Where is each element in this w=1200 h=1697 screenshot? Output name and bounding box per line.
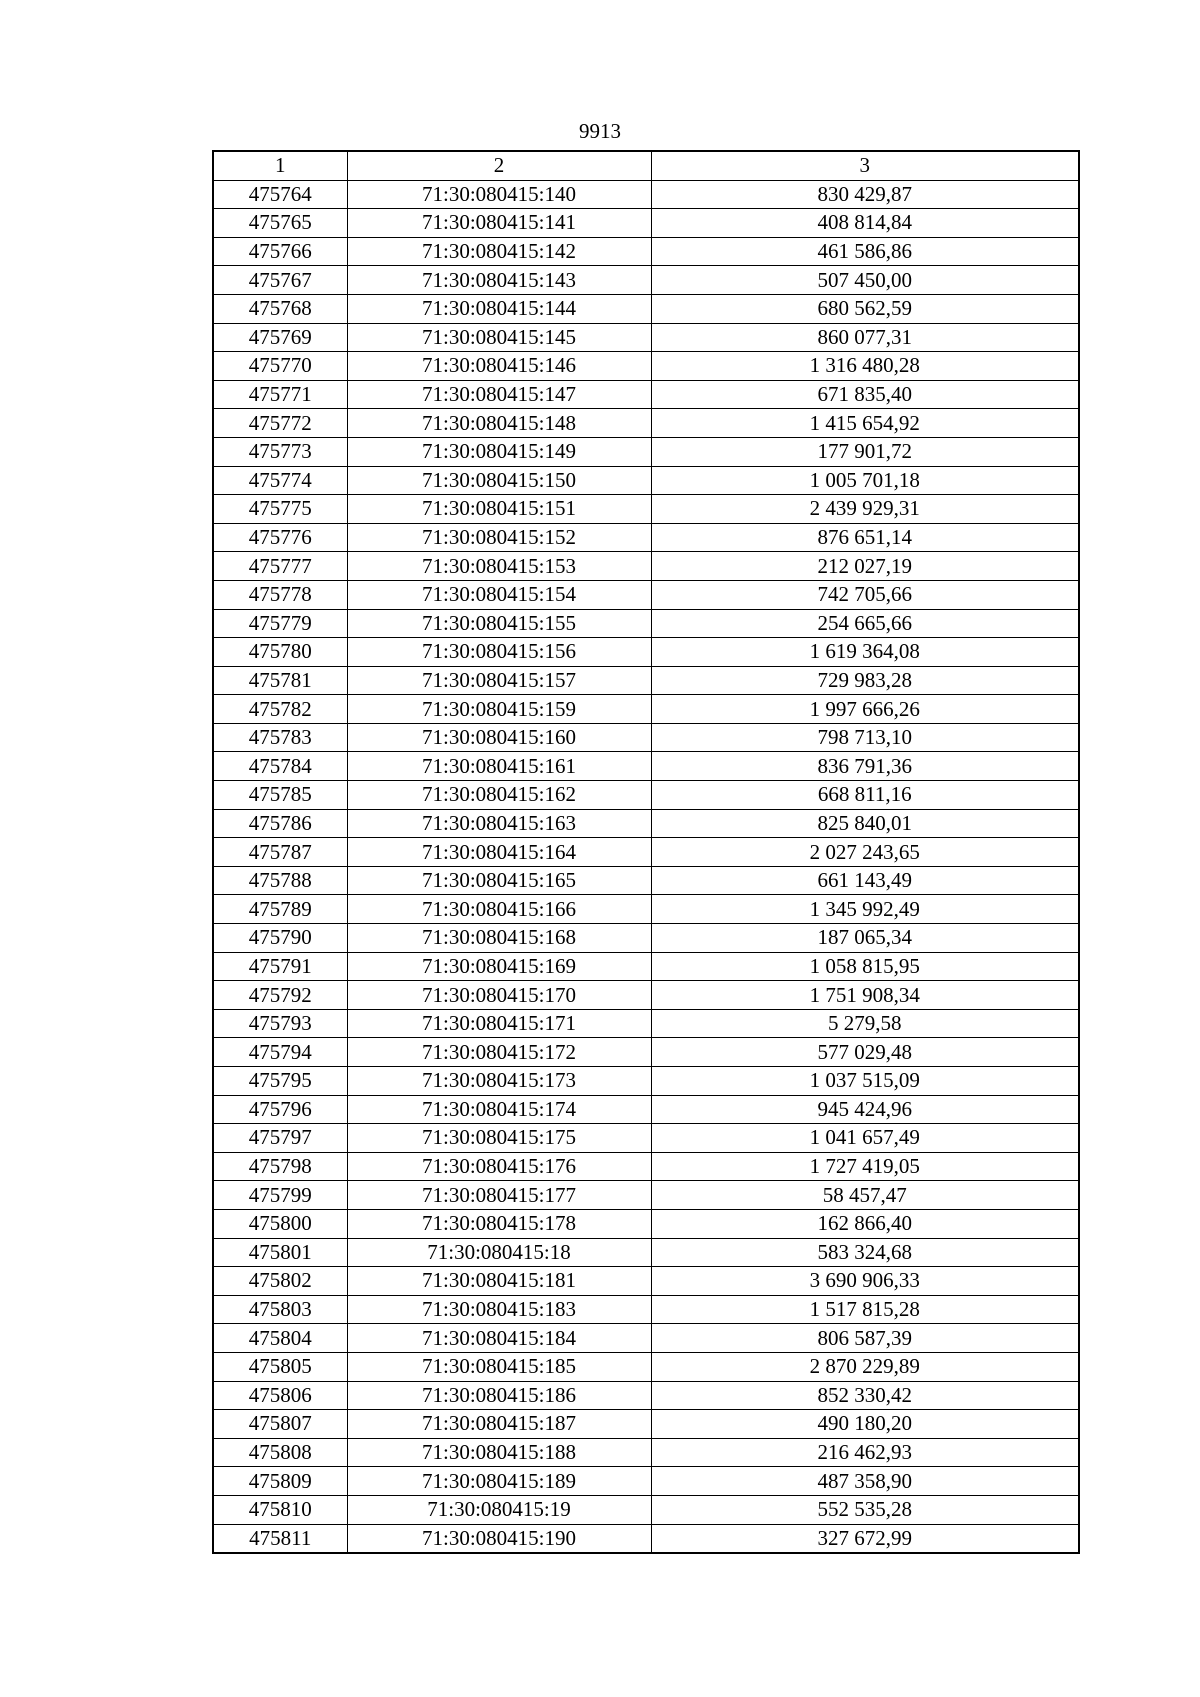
- table-cell-col-3: 1 727 419,05: [651, 1152, 1079, 1181]
- table-cell-col-3: 860 077,31: [651, 323, 1079, 352]
- table-cell-col-2: 71:30:080415:152: [347, 523, 651, 552]
- table-cell-col-3: 577 029,48: [651, 1038, 1079, 1067]
- table-cell-col-1: 475766: [213, 237, 347, 266]
- table-cell-col-3: 1 415 654,92: [651, 409, 1079, 438]
- table-cell-col-3: 216 462,93: [651, 1438, 1079, 1467]
- table-cell-col-1: 475796: [213, 1095, 347, 1124]
- table-cell-col-1: 475798: [213, 1152, 347, 1181]
- table-cell-col-3: 1 345 992,49: [651, 895, 1079, 924]
- table-row: [213, 981, 1079, 1010]
- table-row: [213, 1209, 1079, 1238]
- table-row: [213, 1009, 1079, 1038]
- table-cell-col-2: 71:30:080415:147: [347, 380, 651, 409]
- table-row: [213, 866, 1079, 895]
- table-cell-col-2: 71:30:080415:140: [347, 180, 651, 209]
- table-cell-col-2: 71:30:080415:144: [347, 294, 651, 323]
- table-cell-col-3: 187 065,34: [651, 924, 1079, 953]
- table-row: [213, 895, 1079, 924]
- table-cell-col-1: 475797: [213, 1124, 347, 1153]
- table-row: [213, 266, 1079, 295]
- table-row: [213, 180, 1079, 209]
- table-row: [213, 1410, 1079, 1439]
- table-row: [213, 495, 1079, 524]
- table-row: [213, 781, 1079, 810]
- table-cell-col-2: 71:30:080415:187: [347, 1410, 651, 1439]
- table-cell-col-3: 2 027 243,65: [651, 838, 1079, 867]
- table-cell-col-1: 475782: [213, 695, 347, 724]
- table-cell-col-1: 475792: [213, 981, 347, 1010]
- table-row: [213, 752, 1079, 781]
- table-cell-col-3: 2 870 229,89: [651, 1352, 1079, 1381]
- table-cell-col-2: 71:30:080415:165: [347, 866, 651, 895]
- table-cell-col-2: 71:30:080415:149: [347, 437, 651, 466]
- table-cell-col-1: 475802: [213, 1267, 347, 1296]
- table-cell-col-1: 475772: [213, 409, 347, 438]
- table-row: [213, 1524, 1079, 1553]
- table-cell-col-3: 1 619 364,08: [651, 638, 1079, 667]
- table-cell-col-3: 945 424,96: [651, 1095, 1079, 1124]
- table-cell-col-2: 71:30:080415:177: [347, 1181, 651, 1210]
- table-cell-col-3: 1 005 701,18: [651, 466, 1079, 495]
- header-cell-2: 2: [347, 151, 651, 180]
- table-cell-col-2: 71:30:080415:157: [347, 666, 651, 695]
- table-cell-col-3: 254 665,66: [651, 609, 1079, 638]
- table-cell-col-1: 475811: [213, 1524, 347, 1553]
- table-cell-col-2: 71:30:080415:159: [347, 695, 651, 724]
- table-cell-col-3: 162 866,40: [651, 1209, 1079, 1238]
- table-row: [213, 695, 1079, 724]
- table-cell-col-3: 742 705,66: [651, 580, 1079, 609]
- table-row: [213, 1324, 1079, 1353]
- table-cell-col-3: 729 983,28: [651, 666, 1079, 695]
- table-row: [213, 294, 1079, 323]
- table-cell-col-2: 71:30:080415:148: [347, 409, 651, 438]
- table-row: [213, 638, 1079, 667]
- table-cell-col-1: 475803: [213, 1295, 347, 1324]
- table-row: [213, 952, 1079, 981]
- table-row: [213, 237, 1079, 266]
- table-cell-col-1: 475794: [213, 1038, 347, 1067]
- table-cell-col-1: 475779: [213, 609, 347, 638]
- table-row: [213, 552, 1079, 581]
- table-cell-col-2: 71:30:080415:168: [347, 924, 651, 953]
- table-cell-col-3: 1 751 908,34: [651, 981, 1079, 1010]
- table-cell-col-1: 475801: [213, 1238, 347, 1267]
- table-cell-col-3: 3 690 906,33: [651, 1267, 1079, 1296]
- table-row: [213, 1467, 1079, 1496]
- page-number: 9913: [579, 119, 621, 143]
- table-cell-col-2: 71:30:080415:163: [347, 809, 651, 838]
- table-cell-col-1: 475765: [213, 209, 347, 238]
- table-cell-col-2: 71:30:080415:156: [347, 638, 651, 667]
- table-cell-col-2: 71:30:080415:181: [347, 1267, 651, 1296]
- table-cell-col-1: 475778: [213, 580, 347, 609]
- table-cell-col-2: 71:30:080415:176: [347, 1152, 651, 1181]
- table-cell-col-2: 71:30:080415:174: [347, 1095, 651, 1124]
- table-row: [213, 437, 1079, 466]
- table-cell-col-3: 671 835,40: [651, 380, 1079, 409]
- table-cell-col-3: 552 535,28: [651, 1495, 1079, 1524]
- table-cell-col-3: 668 811,16: [651, 781, 1079, 810]
- table-cell-col-3: 825 840,01: [651, 809, 1079, 838]
- table-row: [213, 809, 1079, 838]
- table-row: [213, 1124, 1079, 1153]
- table-cell-col-2: 71:30:080415:146: [347, 352, 651, 381]
- table-cell-col-3: 507 450,00: [651, 266, 1079, 295]
- table-cell-col-2: 71:30:080415:142: [347, 237, 651, 266]
- table-row: [213, 1238, 1079, 1267]
- table-cell-col-1: 475807: [213, 1410, 347, 1439]
- table-cell-col-3: 806 587,39: [651, 1324, 1079, 1353]
- table-body: [213, 180, 1079, 1553]
- table-cell-col-2: 71:30:080415:151: [347, 495, 651, 524]
- table-cell-col-1: 475787: [213, 838, 347, 867]
- table-cell-col-2: 71:30:080415:175: [347, 1124, 651, 1153]
- table-cell-col-3: 5 279,58: [651, 1009, 1079, 1038]
- table-cell-col-3: 212 027,19: [651, 552, 1079, 581]
- table-row: [213, 352, 1079, 381]
- table-cell-col-2: 71:30:080415:150: [347, 466, 651, 495]
- table-cell-col-2: 71:30:080415:189: [347, 1467, 651, 1496]
- table-cell-col-1: 475809: [213, 1467, 347, 1496]
- table-cell-col-1: 475786: [213, 809, 347, 838]
- table-cell-col-3: 327 672,99: [651, 1524, 1079, 1553]
- table-row: [213, 380, 1079, 409]
- table-cell-col-2: 71:30:080415:171: [347, 1009, 651, 1038]
- table-cell-col-2: 71:30:080415:184: [347, 1324, 651, 1353]
- table-cell-col-2: 71:30:080415:166: [347, 895, 651, 924]
- table-cell-col-3: 583 324,68: [651, 1238, 1079, 1267]
- table-cell-col-3: 830 429,87: [651, 180, 1079, 209]
- table-cell-col-2: 71:30:080415:162: [347, 781, 651, 810]
- table-cell-col-3: 408 814,84: [651, 209, 1079, 238]
- table-cell-col-1: 475780: [213, 638, 347, 667]
- table-row: [213, 1067, 1079, 1096]
- table-cell-col-2: 71:30:080415:155: [347, 609, 651, 638]
- table-cell-col-2: 71:30:080415:143: [347, 266, 651, 295]
- table-cell-col-1: 475785: [213, 781, 347, 810]
- table-cell-col-2: 71:30:080415:169: [347, 952, 651, 981]
- table-cell-col-2: 71:30:080415:188: [347, 1438, 651, 1467]
- table-cell-col-1: 475781: [213, 666, 347, 695]
- table-cell-col-2: 71:30:080415:170: [347, 981, 651, 1010]
- table-cell-col-3: 852 330,42: [651, 1381, 1079, 1410]
- table-row: [213, 1352, 1079, 1381]
- table-cell-col-3: 680 562,59: [651, 294, 1079, 323]
- table-cell-col-2: 71:30:080415:19: [347, 1495, 651, 1524]
- table-cell-col-3: 1 058 815,95: [651, 952, 1079, 981]
- table-cell-col-1: 475804: [213, 1324, 347, 1353]
- table-cell-col-2: 71:30:080415:186: [347, 1381, 651, 1410]
- table-cell-col-2: 71:30:080415:190: [347, 1524, 651, 1553]
- table-row: [213, 1438, 1079, 1467]
- table-cell-col-2: 71:30:080415:178: [347, 1209, 651, 1238]
- table-row: [213, 838, 1079, 867]
- table-row: [213, 924, 1079, 953]
- table-row: [213, 723, 1079, 752]
- table-cell-col-1: 475788: [213, 866, 347, 895]
- table-row: [213, 1267, 1079, 1296]
- table-row: [213, 209, 1079, 238]
- table-row: [213, 466, 1079, 495]
- header-cell-3: 3: [651, 151, 1079, 180]
- table-cell-col-2: 71:30:080415:172: [347, 1038, 651, 1067]
- table-cell-col-1: 475771: [213, 380, 347, 409]
- table-row: [213, 1181, 1079, 1210]
- table-cell-col-3: 836 791,36: [651, 752, 1079, 781]
- table-cell-col-2: 71:30:080415:161: [347, 752, 651, 781]
- table-cell-col-3: 876 651,14: [651, 523, 1079, 552]
- table-cell-col-1: 475810: [213, 1495, 347, 1524]
- table-cell-col-1: 475784: [213, 752, 347, 781]
- header-cell-1: 1: [213, 151, 347, 180]
- table-cell-col-2: 71:30:080415:18: [347, 1238, 651, 1267]
- table-cell-col-1: 475767: [213, 266, 347, 295]
- table-row: [213, 323, 1079, 352]
- table-cell-col-1: 475774: [213, 466, 347, 495]
- table-cell-col-1: 475783: [213, 723, 347, 752]
- table-cell-col-1: 475777: [213, 552, 347, 581]
- table-cell-col-1: 475789: [213, 895, 347, 924]
- table-cell-col-2: 71:30:080415:154: [347, 580, 651, 609]
- table-cell-col-2: 71:30:080415:185: [347, 1352, 651, 1381]
- table-row: [213, 1381, 1079, 1410]
- table-cell-col-2: 71:30:080415:183: [347, 1295, 651, 1324]
- table-cell-col-1: 475770: [213, 352, 347, 381]
- table-header: [213, 151, 1079, 180]
- table-cell-col-3: 1 316 480,28: [651, 352, 1079, 381]
- table-cell-col-3: 1 037 515,09: [651, 1067, 1079, 1096]
- table-cell-col-1: 475790: [213, 924, 347, 953]
- table-cell-col-1: 475791: [213, 952, 347, 981]
- table-cell-col-2: 71:30:080415:160: [347, 723, 651, 752]
- table-cell-col-2: 71:30:080415:153: [347, 552, 651, 581]
- table-row: [213, 1495, 1079, 1524]
- table-row: [213, 409, 1079, 438]
- table-cell-col-3: 1 517 815,28: [651, 1295, 1079, 1324]
- table-cell-col-3: 661 143,49: [651, 866, 1079, 895]
- table-row: [213, 1152, 1079, 1181]
- table-cell-col-3: 461 586,86: [651, 237, 1079, 266]
- data-table: [212, 150, 1080, 1554]
- table-cell-col-1: 475773: [213, 437, 347, 466]
- table-cell-col-2: 71:30:080415:164: [347, 838, 651, 867]
- table-cell-col-1: 475795: [213, 1067, 347, 1096]
- table-cell-col-2: 71:30:080415:173: [347, 1067, 651, 1096]
- table-cell-col-1: 475806: [213, 1381, 347, 1410]
- table-row: [213, 609, 1079, 638]
- table-cell-col-2: 71:30:080415:145: [347, 323, 651, 352]
- table-cell-col-1: 475775: [213, 495, 347, 524]
- table-row: [213, 1038, 1079, 1067]
- table-cell-col-3: 58 457,47: [651, 1181, 1079, 1210]
- table-cell-col-3: 487 358,90: [651, 1467, 1079, 1496]
- table-cell-col-1: 475764: [213, 180, 347, 209]
- table-row: [213, 666, 1079, 695]
- table-cell-col-1: 475769: [213, 323, 347, 352]
- table-row: [213, 580, 1079, 609]
- table-cell-col-1: 475776: [213, 523, 347, 552]
- table-cell-col-3: 2 439 929,31: [651, 495, 1079, 524]
- table-cell-col-3: 1 997 666,26: [651, 695, 1079, 724]
- table-cell-col-1: 475808: [213, 1438, 347, 1467]
- table-cell-col-3: 798 713,10: [651, 723, 1079, 752]
- table-cell-col-2: 71:30:080415:141: [347, 209, 651, 238]
- table-cell-col-1: 475800: [213, 1209, 347, 1238]
- table-cell-col-1: 475768: [213, 294, 347, 323]
- table-cell-col-1: 475793: [213, 1009, 347, 1038]
- table-cell-col-3: 177 901,72: [651, 437, 1079, 466]
- table-cell-col-3: 490 180,20: [651, 1410, 1079, 1439]
- header-row: [213, 151, 1079, 180]
- table-cell-col-3: 1 041 657,49: [651, 1124, 1079, 1153]
- table-cell-col-1: 475805: [213, 1352, 347, 1381]
- table-row: [213, 1095, 1079, 1124]
- table-cell-col-1: 475799: [213, 1181, 347, 1210]
- table-row: [213, 1295, 1079, 1324]
- table-row: [213, 523, 1079, 552]
